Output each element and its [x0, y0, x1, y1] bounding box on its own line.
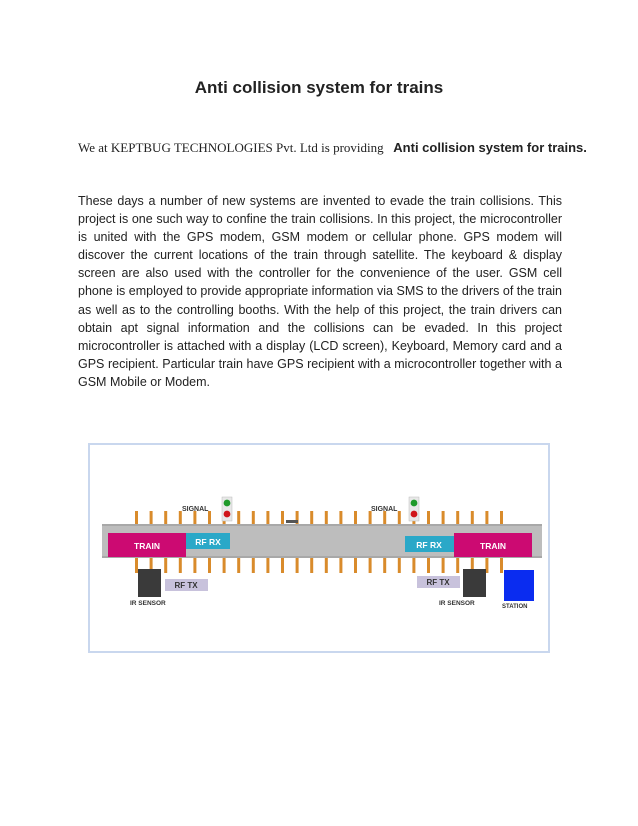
- intro-highlight: Anti collision system for trains.: [393, 140, 587, 155]
- signal-right-red-light: [411, 511, 418, 518]
- intro-line: [78, 140, 587, 156]
- signal-left-green-light: [224, 500, 231, 507]
- ir-sensor-left-label: IR SENSOR: [130, 600, 166, 607]
- diagram-canvas: [90, 445, 552, 655]
- station-box: [504, 570, 534, 601]
- ir-sensor-right-label: IR SENSOR: [439, 600, 475, 607]
- signal-left-red-light: [224, 511, 231, 518]
- system-diagram: [88, 443, 550, 653]
- ir-sensor-right: [463, 569, 486, 597]
- track-rail-top: [102, 524, 542, 526]
- description-paragraph: These days a number of new systems are invented to evade the train collisions. This project is one such way to confine the train collisions. In this project, the microcontroller is united with the GPS modem, GSM modem or cellular phone. GPS modem will discover the current locations of the train through satellite. The keyboard & display screen are also used with the controller for the convenience of the user. GSM cell phone is employed to provide appropriate information via SMS to the drivers of the train as well as to the controlling booths. With the help of this project, the train drivers can obtain apt signal information and the collisions can be evaded. In this project microcontroller is attached with a display (LCD screen), Keyboard, Memory card and a GPS recipient. Particular train have GPS recipient with a microcontroller together with a GSM Mobile or Modem.: [78, 194, 562, 389]
- station-label: STATION: [502, 604, 528, 610]
- ir-sensor-left: [138, 569, 161, 597]
- signal-right-green-light: [411, 500, 418, 507]
- train-left-label: TRAIN: [134, 541, 160, 551]
- intro-text: We at KEPTBUG TECHNOLOGIES Pvt. Ltd is providing: [78, 140, 384, 155]
- rf-rx-right-label: RF RX: [416, 540, 442, 550]
- rf-tx-left-label: RF TX: [174, 581, 198, 590]
- rf-tx-right-label: RF TX: [426, 578, 450, 587]
- signal-left-label: SIGNAL: [182, 506, 209, 513]
- signal-right-label: SIGNAL: [371, 506, 398, 513]
- page-title: Anti collision system for trains: [194, 78, 444, 97]
- rf-rx-left-label: RF RX: [195, 537, 221, 547]
- train-right-label: TRAIN: [480, 541, 506, 551]
- track-marker: [286, 520, 298, 523]
